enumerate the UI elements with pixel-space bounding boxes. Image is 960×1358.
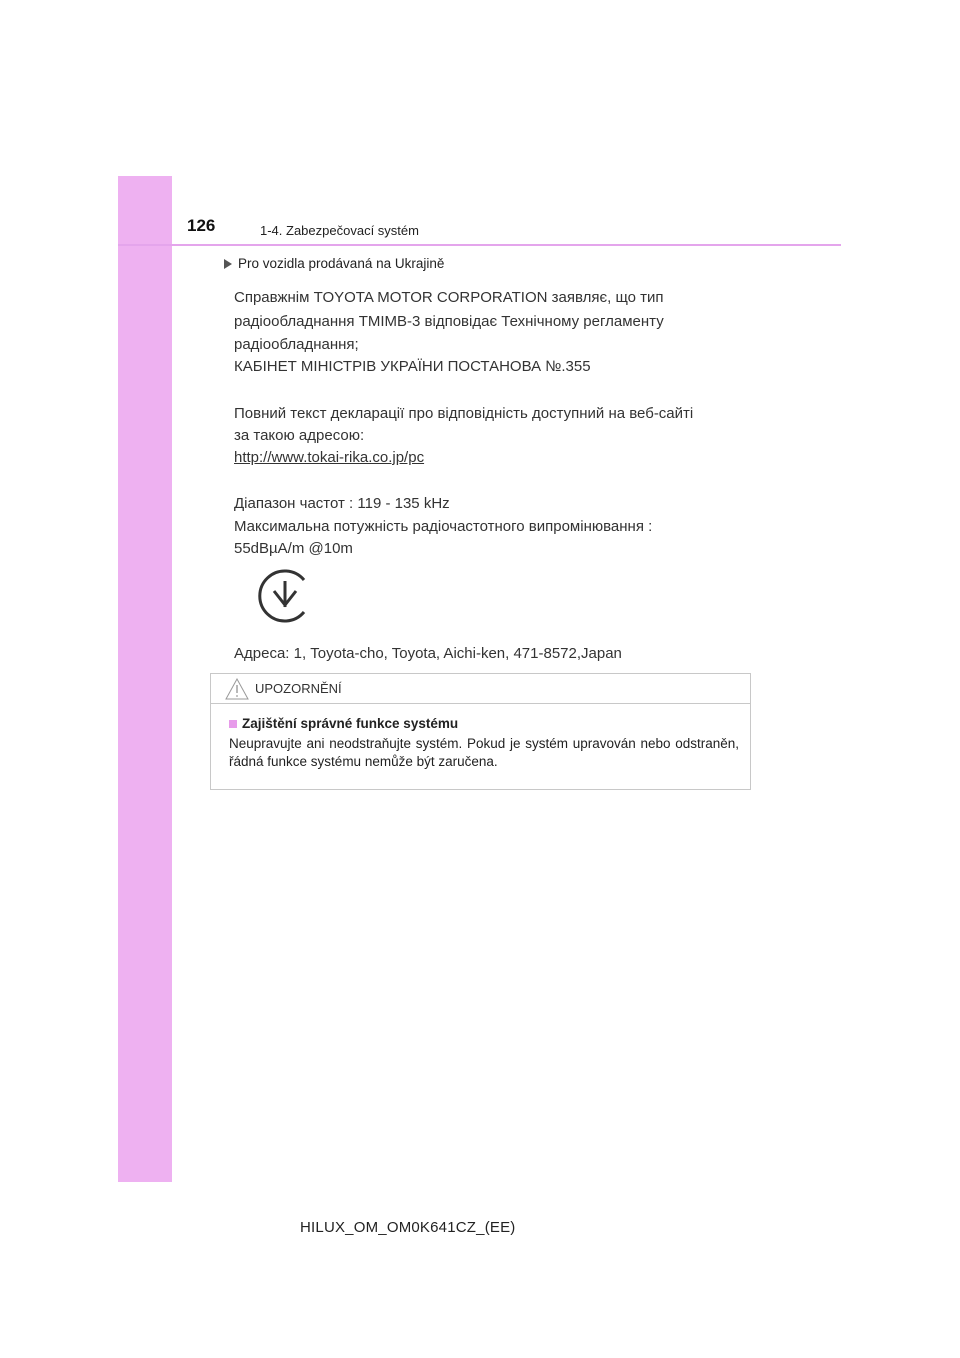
warning-text: Neupravujte ani neodstraňujte systém. Pokud je systém upravován nebo odstraněn, řádná funkce systému nemůže být zaručena. bbox=[229, 736, 739, 769]
warning-subheading-text: Zajištění správné funkce systému bbox=[242, 716, 459, 731]
square-bullet-icon bbox=[229, 720, 237, 728]
page-number: 126 bbox=[187, 216, 216, 235]
declaration-line-5: Повний текст декларації про відповідність доступний на веб-сайті bbox=[234, 405, 694, 422]
sub-heading bbox=[224, 256, 444, 271]
triangle-bullet-icon bbox=[224, 259, 232, 269]
address: Адреса: 1, Toyota-cho, Toyota, Aichi-ken, 471-8572,Japan bbox=[234, 645, 622, 662]
declaration-link[interactable]: http://www.tokai-rika.co.jp/pc bbox=[234, 449, 425, 466]
declaration-line-6: за такою адресою: bbox=[234, 427, 365, 444]
warning-body bbox=[211, 704, 750, 771]
ukrainian-conformity-mark-icon bbox=[256, 567, 314, 625]
warning-label: UPOZORNĚNÍ bbox=[255, 681, 342, 696]
declaration-line-1: Справжнім TOYOTA MOTOR CORPORATION заявляє, що тип bbox=[234, 289, 664, 306]
warning-triangle-icon bbox=[225, 678, 249, 700]
warning-header bbox=[211, 674, 750, 704]
declaration-link-line bbox=[234, 447, 424, 469]
warning-box bbox=[210, 673, 751, 790]
declaration-line-3: радіообладнання; bbox=[234, 336, 359, 353]
side-color-band bbox=[118, 176, 172, 1182]
declaration-line-4: КАБІНЕТ МІНІСТРІВ УКРАЇНИ ПОСТАНОВА №.355 bbox=[234, 358, 591, 375]
declaration-line-2: радіообладнання TMIMB-3 відповідає Технічному регламенту bbox=[234, 313, 664, 330]
sub-heading-text: Pro vozidla prodávaná na Ukrajině bbox=[238, 256, 445, 271]
max-power-label: Максимальна потужність радіочастотного випромінювання : bbox=[234, 518, 653, 535]
footer-code: HILUX_OM_OM0K641CZ_(EE) bbox=[300, 1219, 516, 1236]
frequency-range: Діапазон частот : 119 - 135 kHz bbox=[234, 495, 450, 512]
warning-subheading bbox=[229, 716, 740, 731]
section-title: 1-4. Zabezpečovací systém bbox=[260, 223, 419, 238]
header-rule bbox=[118, 244, 841, 246]
max-power-value: 55dBµA/m @10m bbox=[234, 540, 353, 557]
